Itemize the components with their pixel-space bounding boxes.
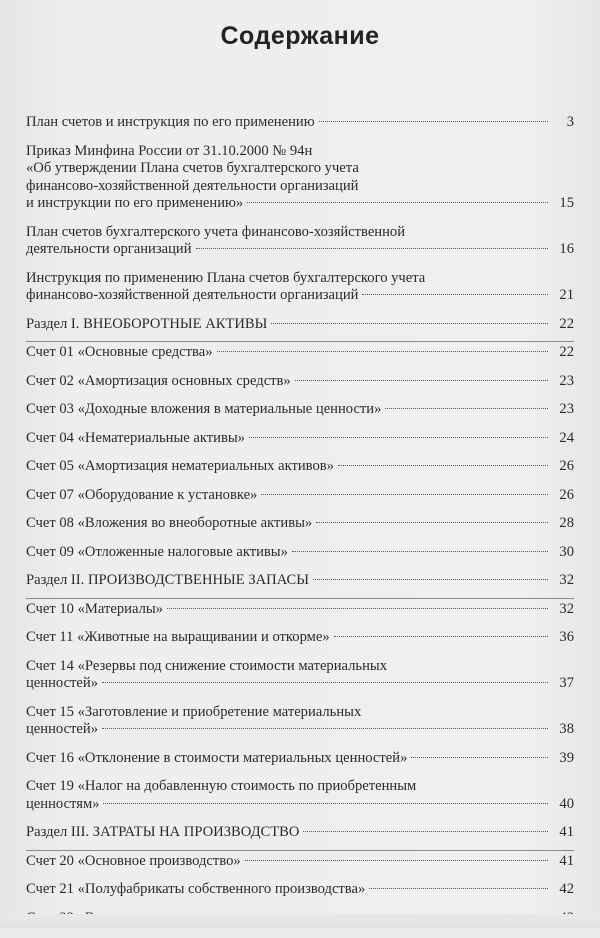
toc-entry-text-line: План счетов бухгалтерского учета финансово-хозяйственной <box>26 223 406 240</box>
toc-entry-title: Счет 21 «Полуфабрикаты собственного производства» <box>26 881 366 897</box>
dot-leader <box>167 608 548 609</box>
toc-entry-title: Счет 16 «Отклонение в стоимости материальных ценностей» <box>26 749 408 766</box>
toc-entry <box>26 658 574 696</box>
dot-leader <box>338 465 548 466</box>
dot-leader <box>319 121 548 122</box>
toc-entry <box>26 750 574 771</box>
toc-entry-text-line: финансово-хозяйственной деятельности организаций <box>26 177 359 194</box>
toc-page-number: 36 <box>559 629 574 645</box>
toc-page-number: 16 <box>559 241 574 257</box>
toc-entry <box>26 778 574 816</box>
toc-entry-title: Счет 09 «Отложенные налоговые активы» <box>26 543 288 560</box>
toc-entry-text-line: Счет 15 «Заготовление и приобретение материальных <box>26 703 362 720</box>
toc-entry-title: Счет 08 «Вложения во внеоборотные активы» <box>26 515 313 531</box>
toc-entry-title: Раздел I. ВНЕОБОРОТНЫЕ АКТИВЫ <box>26 315 268 332</box>
dot-leader <box>102 682 548 683</box>
toc-entry <box>26 114 574 135</box>
toc-entry-text-line: Приказ Минфина России от 31.10.2000 № 94н <box>26 142 313 159</box>
toc-entry-title: ценностей» <box>26 721 99 737</box>
toc-entry-title: Раздел III. ЗАТРАТЫ НА ПРОИЗВОДСТВО <box>26 824 300 840</box>
toc-entry-title: и инструкции по его применению» <box>26 195 244 211</box>
toc-entry <box>26 629 574 650</box>
toc-entry-title: Счет 03 «Доходные вложения в материальные ценности» <box>26 401 382 417</box>
toc-entry <box>26 373 574 394</box>
toc-entry-text-line: Счет 19 «Налог на добавленную стоимость по приобретенным <box>26 778 417 794</box>
toc-entry-title: Счет 01 «Основные средства» <box>26 344 213 360</box>
dot-leader <box>271 323 548 324</box>
toc-page-number: 30 <box>559 543 574 560</box>
toc-entry-title: финансово-хозяйственной деятельности организаций <box>26 287 359 303</box>
toc-entry-title: Счет 20 «Основное производство» <box>26 852 241 869</box>
dot-leader <box>334 636 548 637</box>
toc-page-number: 26 <box>559 486 574 503</box>
dot-leader <box>103 803 548 804</box>
toc-page-number: 22 <box>559 315 574 332</box>
toc-entry <box>26 224 574 262</box>
toc-page-number: 26 <box>559 458 574 474</box>
toc-page-number: 23 <box>559 401 574 417</box>
page-bottom-edge <box>0 914 600 928</box>
toc-page-number: 28 <box>559 515 574 531</box>
toc-entry <box>26 881 574 902</box>
dot-leader <box>261 494 548 495</box>
dot-leader <box>245 860 548 861</box>
dot-leader <box>362 294 548 295</box>
dot-leader <box>196 248 548 249</box>
dot-leader <box>217 351 549 352</box>
toc-page-number: 41 <box>559 824 574 840</box>
toc-page-number: 32 <box>559 600 574 617</box>
toc-entry <box>26 270 574 308</box>
toc-entry <box>26 601 574 622</box>
page-title: Содержание <box>220 22 380 50</box>
toc-entry-title: Раздел II. ПРОИЗВОДСТВЕННЫЕ ЗАПАСЫ <box>26 572 309 588</box>
toc-page-number: 32 <box>559 572 574 588</box>
dot-leader <box>292 551 548 552</box>
toc-entry-title: Счет 05 «Амортизация нематериальных активов» <box>26 458 334 474</box>
toc-entry-text-line: Инструкция по применению Плана счетов бухгалтерского учета <box>26 269 426 286</box>
toc-entry-title: ценностям» <box>26 795 100 812</box>
toc-page-number: 24 <box>559 429 574 446</box>
toc-entry-title: ценностей» <box>26 675 99 691</box>
toc-entry <box>26 401 574 422</box>
toc-section-entry <box>26 316 574 337</box>
toc-section-entry <box>26 572 574 593</box>
toc-entry-title: Счет 07 «Оборудование к установке» <box>26 486 258 503</box>
toc-page-number: 41 <box>559 852 574 869</box>
toc-page-number: 15 <box>559 195 574 211</box>
toc-entry <box>26 430 574 451</box>
toc-entry-title: Счет 10 «Материалы» <box>26 600 163 617</box>
toc-page-number: 21 <box>559 287 574 303</box>
toc-page-number: 22 <box>559 344 574 360</box>
toc-section-entry <box>26 824 574 845</box>
dot-leader <box>385 408 548 409</box>
toc-page-number: 42 <box>559 881 574 897</box>
dot-leader <box>249 437 548 438</box>
toc-entry <box>26 458 574 479</box>
dot-leader <box>303 831 548 832</box>
dot-leader <box>247 202 548 203</box>
dot-leader <box>316 522 548 523</box>
dot-leader <box>313 579 548 580</box>
dot-leader <box>102 728 548 729</box>
toc-page-number: 39 <box>559 749 574 766</box>
toc-page-number: 23 <box>559 372 574 389</box>
table-of-contents <box>26 114 574 938</box>
toc-entry-title: деятельности организаций <box>26 241 192 257</box>
toc-entry-text-line: Счет 14 «Резервы под снижение стоимости материальных <box>26 657 387 674</box>
toc-page-number: 40 <box>559 795 574 812</box>
toc-entry-title: Счет 04 «Нематериальные активы» <box>26 429 245 446</box>
toc-entry <box>26 487 574 508</box>
dot-leader <box>369 888 548 889</box>
toc-entry-title: Счет 02 «Амортизация основных средств» <box>26 372 291 389</box>
toc-page-number: 3 <box>566 114 574 130</box>
toc-entry <box>26 143 574 216</box>
toc-entry <box>26 853 574 874</box>
toc-page-number: 38 <box>559 721 574 737</box>
toc-entry-text-line: «Об утверждении Плана счетов бухгалтерского учета <box>26 160 359 176</box>
toc-entry-title: План счетов и инструкция по его применению <box>26 114 315 130</box>
dot-leader <box>411 757 548 758</box>
toc-entry <box>26 704 574 742</box>
dot-leader <box>295 380 548 381</box>
toc-entry <box>26 344 574 365</box>
toc-entry-title: Счет 11 «Животные на выращивании и откорме» <box>26 629 330 645</box>
toc-entry <box>26 515 574 536</box>
toc-entry <box>26 544 574 565</box>
toc-page-number: 37 <box>559 675 574 691</box>
